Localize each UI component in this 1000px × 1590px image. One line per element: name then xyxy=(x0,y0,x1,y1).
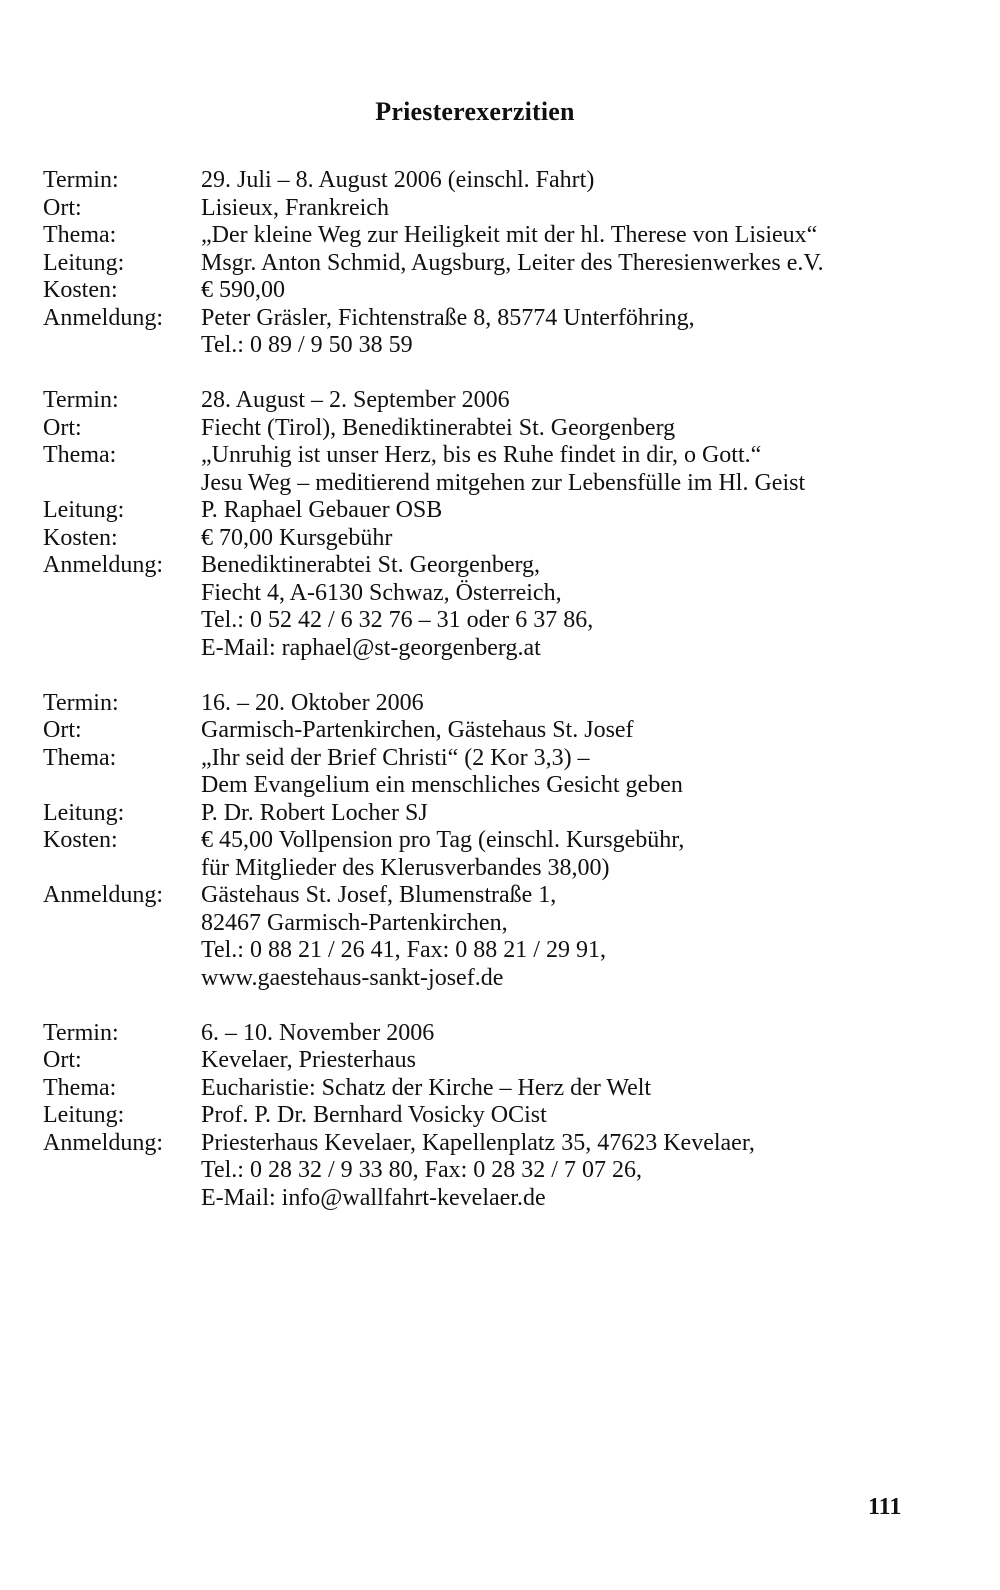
entry-row-thema xyxy=(43,222,943,250)
row-value xyxy=(201,690,943,718)
row-value xyxy=(201,387,943,415)
row-value xyxy=(201,1075,943,1103)
row-label: Thema: xyxy=(43,222,117,248)
entry-row-termin xyxy=(43,167,943,195)
row-label: Leitung: xyxy=(43,497,125,523)
entry-row-kosten xyxy=(43,827,943,882)
row-label: Kosten: xyxy=(43,277,118,303)
row-label: Thema: xyxy=(43,1074,117,1101)
value-line: Tel.: 0 89 / 9 50 38 59 xyxy=(201,332,413,358)
row-label: Ort: xyxy=(43,1047,82,1073)
retreat-entry xyxy=(43,167,943,360)
retreat-entry xyxy=(43,690,943,993)
row-label: Leitung: xyxy=(43,1102,125,1128)
value-line: „Ihr seid der Brief Christi“ (2 Kor 3,3) – xyxy=(201,744,590,771)
entry-row-ort xyxy=(43,195,943,223)
value-line: 16. – 20. Oktober 2006 xyxy=(201,689,424,716)
row-label: Ort: xyxy=(43,717,82,743)
row-label: Ort: xyxy=(43,194,82,221)
retreat-list xyxy=(43,167,943,1240)
entry-row-termin xyxy=(43,1020,943,1048)
entry-row-termin xyxy=(43,690,943,718)
entry-row-thema xyxy=(43,745,943,800)
value-line: 29. Juli – 8. August 2006 (einschl. Fahrt) xyxy=(201,167,595,193)
row-value xyxy=(201,277,943,305)
row-label: Termin: xyxy=(43,1019,119,1046)
page-title: Priesterexerzitien xyxy=(375,97,575,127)
page-number: 111 xyxy=(868,1494,902,1520)
value-line: 6. – 10. November 2006 xyxy=(201,1019,435,1046)
row-label: Anmeldung: xyxy=(43,304,163,331)
entry-row-leitung xyxy=(43,1102,943,1130)
value-line: Lisieux, Frankreich xyxy=(201,194,389,221)
value-line: www.gaestehaus-sankt-josef.de xyxy=(201,964,504,991)
entry-row-ort xyxy=(43,1047,943,1075)
entry-row-ort xyxy=(43,717,943,745)
entry-row-leitung xyxy=(43,800,943,828)
value-line: P. Dr. Robert Locher SJ xyxy=(201,799,428,826)
row-label: Termin: xyxy=(43,689,119,716)
entry-row-anmeldung xyxy=(43,305,943,360)
retreat-entry xyxy=(43,1020,943,1213)
value-line: Tel.: 0 28 32 / 9 33 80, Fax: 0 28 32 / 7 07 26, xyxy=(201,1157,642,1183)
value-line: € 70,00 Kursgebühr xyxy=(201,524,393,551)
value-line: Kevelaer, Priesterhaus xyxy=(201,1047,416,1073)
row-value xyxy=(201,415,943,443)
row-value xyxy=(201,1102,943,1130)
entry-row-anmeldung xyxy=(43,882,943,992)
row-value xyxy=(201,552,943,662)
value-line: Peter Gräsler, Fichtenstraße 8, 85774 Unterföhring, xyxy=(201,304,695,331)
row-value xyxy=(201,882,943,992)
row-label: Leitung: xyxy=(43,799,125,826)
row-value xyxy=(201,1020,943,1048)
entry-row-anmeldung xyxy=(43,1130,943,1213)
value-line: Prof. P. Dr. Bernhard Vosicky OCist xyxy=(201,1102,547,1128)
row-label: Leitung: xyxy=(43,249,125,276)
row-value xyxy=(201,827,943,882)
row-label: Ort: xyxy=(43,414,82,441)
entry-row-leitung xyxy=(43,497,943,525)
row-label: Anmeldung: xyxy=(43,882,163,908)
row-value xyxy=(201,717,943,745)
value-line: Jesu Weg – meditierend mitgehen zur Lebensfülle im Hl. Geist xyxy=(201,469,806,496)
value-line: € 45,00 Vollpension pro Tag (einschl. Kursgebühr, xyxy=(201,827,685,853)
value-line: Msgr. Anton Schmid, Augsburg, Leiter des Theresienwerkes e.V. xyxy=(201,249,824,276)
value-line: Fiecht 4, A-6130 Schwaz, Österreich, xyxy=(201,579,562,606)
entry-row-thema xyxy=(43,1075,943,1103)
row-value xyxy=(201,305,943,360)
value-line: Dem Evangelium ein menschliches Gesicht geben xyxy=(201,772,683,798)
value-line: Gästehaus St. Josef, Blumenstraße 1, xyxy=(201,882,557,908)
row-value xyxy=(201,195,943,223)
entry-row-termin xyxy=(43,387,943,415)
row-label: Thema: xyxy=(43,744,117,771)
row-label: Thema: xyxy=(43,442,117,468)
value-line: P. Raphael Gebauer OSB xyxy=(201,497,443,523)
row-value xyxy=(201,745,943,800)
entry-row-kosten xyxy=(43,277,943,305)
value-line: Fiecht (Tirol), Benediktinerabtei St. Georgenberg xyxy=(201,414,676,441)
value-line: Eucharistie: Schatz der Kirche – Herz der Welt xyxy=(201,1074,652,1101)
value-line: € 590,00 xyxy=(201,277,285,303)
entry-row-ort xyxy=(43,415,943,443)
row-label: Kosten: xyxy=(43,827,118,853)
row-label: Termin: xyxy=(43,387,119,413)
row-value xyxy=(201,222,943,250)
value-line: E-Mail: raphael@st-georgenberg.at xyxy=(201,634,541,661)
value-line: Tel.: 0 52 42 / 6 32 76 – 31 oder 6 37 86, xyxy=(201,607,594,633)
row-value xyxy=(201,1130,943,1213)
value-line: 28. August – 2. September 2006 xyxy=(201,387,510,413)
row-value xyxy=(201,800,943,828)
value-line: Priesterhaus Kevelaer, Kapellenplatz 35, 47623 Kevelaer, xyxy=(201,1129,755,1156)
row-value xyxy=(201,442,943,497)
value-line: für Mitglieder des Klerusverbandes 38,00) xyxy=(201,854,610,881)
row-label: Termin: xyxy=(43,167,119,193)
entry-row-anmeldung xyxy=(43,552,943,662)
row-label: Kosten: xyxy=(43,524,118,551)
retreat-entry xyxy=(43,387,943,662)
row-value xyxy=(201,167,943,195)
row-value xyxy=(201,525,943,553)
value-line: Garmisch-Partenkirchen, Gästehaus St. Josef xyxy=(201,717,634,743)
value-line: „Unruhig ist unser Herz, bis es Ruhe findet in dir, o Gott.“ xyxy=(201,442,762,468)
row-value xyxy=(201,250,943,278)
entry-row-thema xyxy=(43,442,943,497)
row-label: Anmeldung: xyxy=(43,552,163,578)
value-line: „Der kleine Weg zur Heiligkeit mit der hl. Therese von Lisieux“ xyxy=(201,222,818,248)
entry-row-kosten xyxy=(43,525,943,553)
entry-row-leitung xyxy=(43,250,943,278)
row-value xyxy=(201,1047,943,1075)
value-line: E-Mail: info@wallfahrt-kevelaer.de xyxy=(201,1184,546,1211)
value-line: 82467 Garmisch-Partenkirchen, xyxy=(201,909,508,936)
row-label: Anmeldung: xyxy=(43,1129,163,1156)
row-value xyxy=(201,497,943,525)
value-line: Benediktinerabtei St. Georgenberg, xyxy=(201,552,541,578)
value-line: Tel.: 0 88 21 / 26 41, Fax: 0 88 21 / 29 91, xyxy=(201,937,606,963)
